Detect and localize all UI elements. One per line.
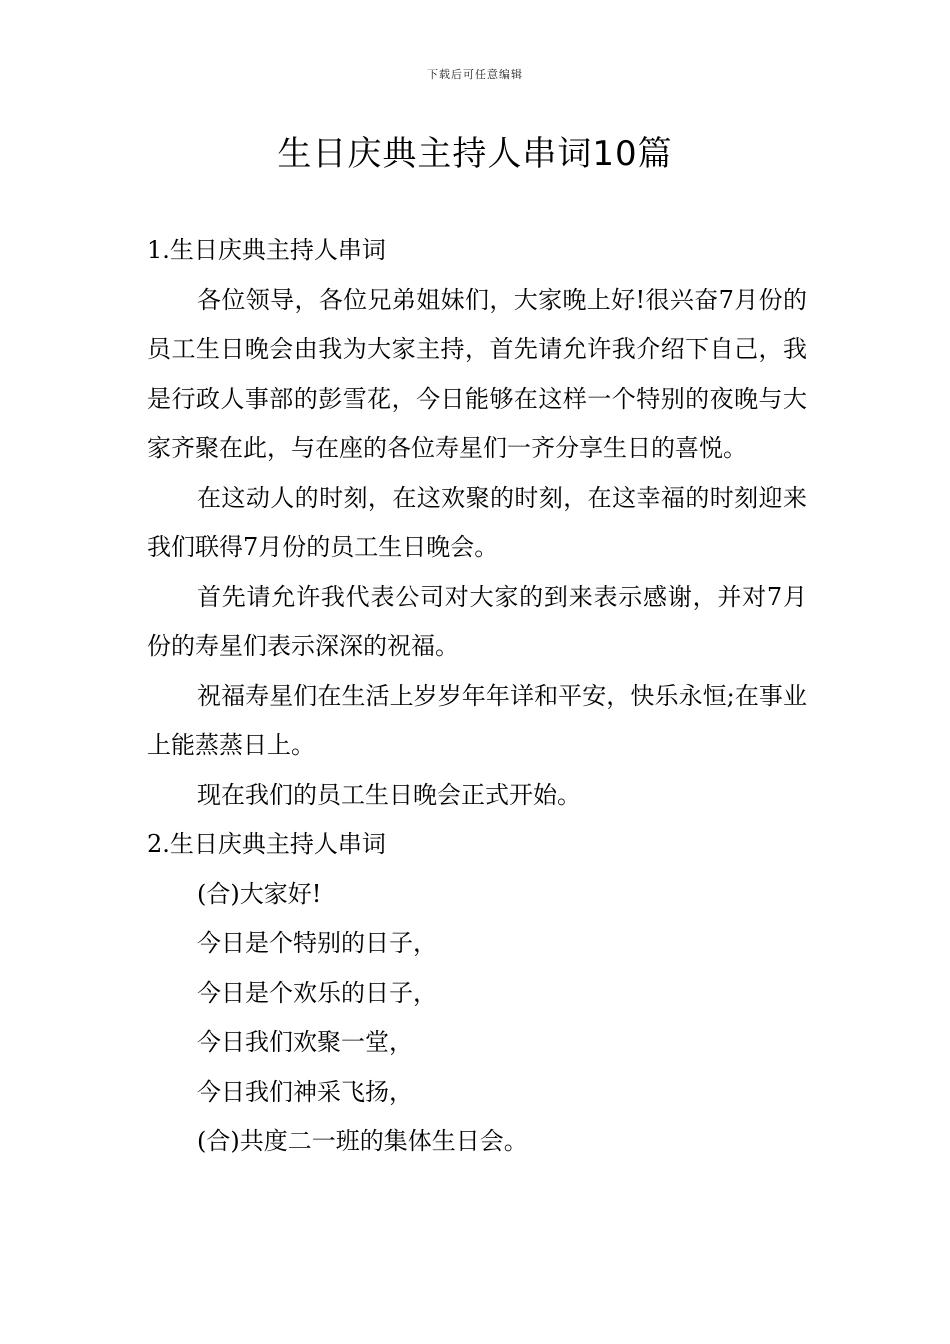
verse-line: 今日是个特别的日子， (197, 929, 437, 957)
verse-line: (合)共度二一班的集体生日会。 (197, 1127, 528, 1155)
verse-line: 今日是个欢乐的日子， (197, 978, 437, 1007)
verse-line: 今日我们欢聚一堂， (197, 1028, 413, 1056)
header-note: 下载后可任意编辑 (427, 68, 523, 81)
section-heading: 1.生日庆典主持人串词 (147, 236, 386, 264)
document-body (147, 226, 807, 1167)
verse-line: (合)大家好! (197, 879, 322, 908)
section-heading: 2.生日庆典主持人串词 (147, 830, 386, 858)
paragraph: 祝福寿星们在生活上岁岁年年详和平安，快乐永恒;在事业上能蒸蒸日上。 (147, 681, 807, 759)
paragraph: 在这动人的时刻，在这欢聚的时刻，在这幸福的时刻迎来我们联得7月份的员工生日晚会。 (147, 483, 807, 561)
paragraph: 各位领导，各位兄弟姐妹们，大家晚上好!很兴奋7月份的员工生日晚会由我为大家主持，首先请允许我介绍下自己，我是行政人事部的彭雪花，今日能够在这样一个特别的夜晚与大家齐聚在此，与在座的各位寿星们一齐分享生日的喜悦。 (147, 285, 807, 462)
verse-line: 今日我们神采飞扬， (197, 1077, 413, 1106)
paragraph: 现在我们的员工生日晚会正式开始。 (197, 780, 581, 809)
document-title: 生日庆典主持人串词10篇 (277, 134, 673, 174)
paragraph: 首先请允许我代表公司对大家的到来表示感谢，并对7月份的寿星们表示深深的祝福。 (147, 582, 807, 660)
